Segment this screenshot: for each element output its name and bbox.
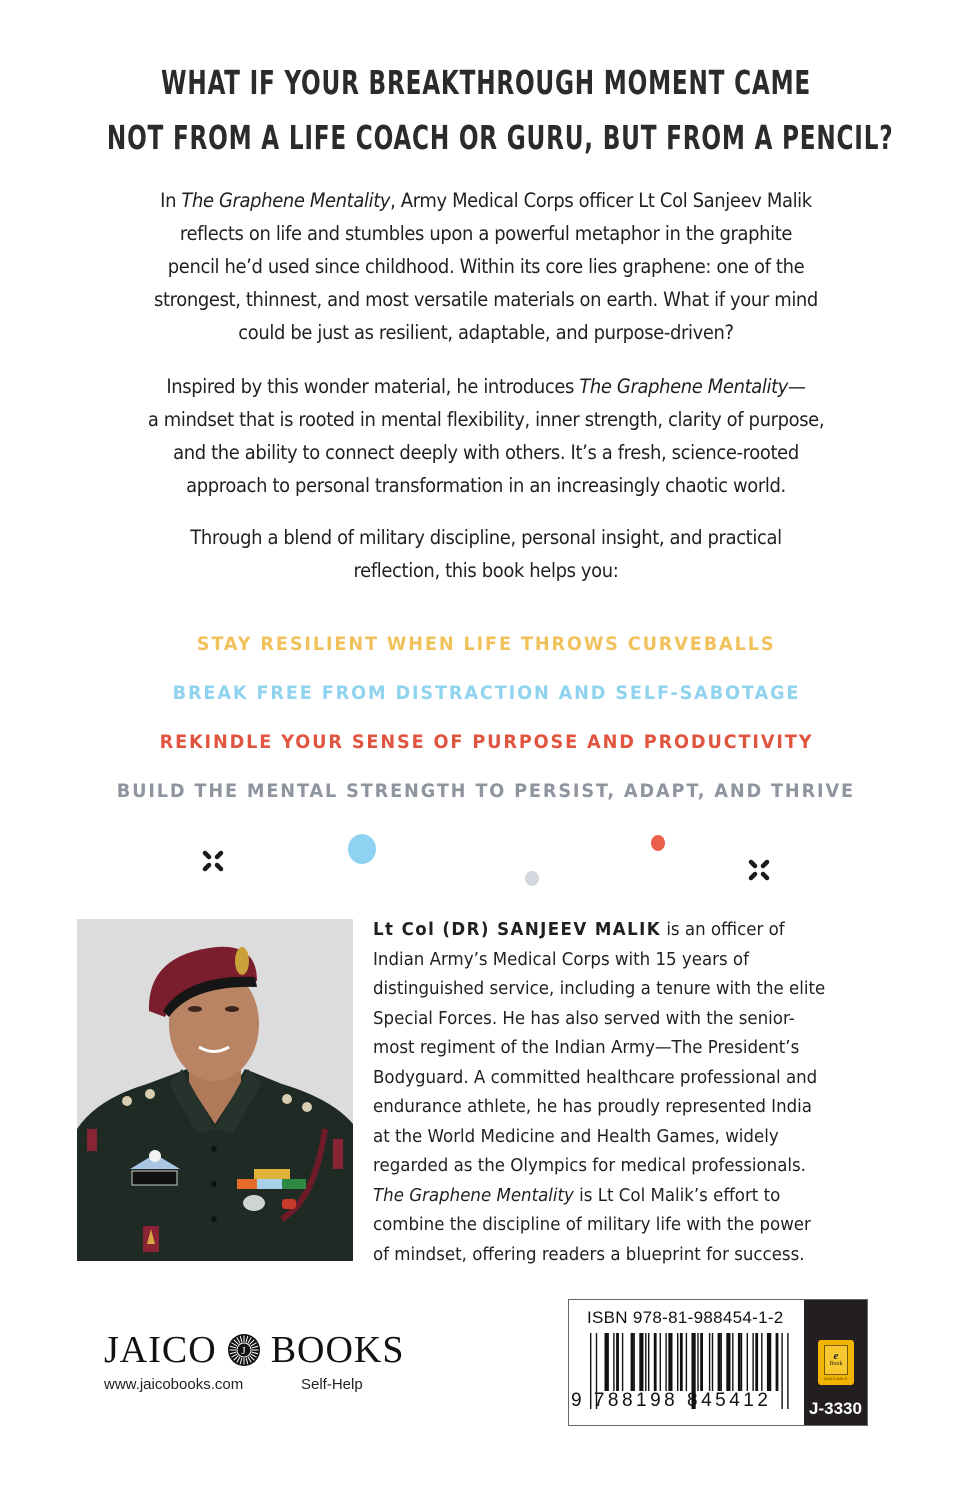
publisher-code: J-3330: [809, 1399, 862, 1418]
intro-paragraph-3: Through a blend of military discipline, personal insight, and practical reflection, this book helps you:: [190, 526, 782, 582]
headline: [0, 63, 972, 157]
barcode-bar: [680, 1333, 683, 1391]
barcode-bar: [770, 1333, 771, 1391]
barcode-bar: [677, 1333, 678, 1391]
benefit-item: STAY RESILIENT WHEN LIFE THROWS CURVEBALLS: [196, 633, 776, 655]
jaico-wheel-icon: [227, 1333, 261, 1367]
barcode-bar: [622, 1333, 623, 1391]
publisher-logo: JAICO J BOOKS: [104, 1329, 405, 1371]
barcode-digits: 9 788198 845412: [571, 1390, 772, 1411]
barcode-bar: [654, 1333, 657, 1391]
author-name: Lt Col (DR) SANJEEV MALIK: [373, 920, 662, 940]
intro-paragraph-1: In The Graphene Mentality, Army Medical Corps officer Lt Col Sanjeev Malik reflects on life and stumbles upon a powerful metaphor in the graphite pencil he’d used since childhood. Within its core lies graphene: one of the strongest, thinnest, and most versatile materials on earth. What if your mind could be just as resilient, adaptable, and purpose-driven?: [154, 189, 818, 344]
barcode-bar: [726, 1333, 730, 1391]
barcode-bar: [776, 1333, 779, 1391]
book-title: The Graphene Mentality: [579, 375, 789, 398]
red-dot-decoration: [651, 835, 665, 851]
barcode-bar: [607, 1333, 608, 1391]
benefit-item: BUILD THE MENTAL STRENGTH TO PERSIST, ADAPT, AND THRIVE: [116, 780, 856, 802]
barcode-bar: [732, 1333, 733, 1391]
barcode-bar: [665, 1333, 666, 1391]
barcode-bar: [781, 1333, 782, 1409]
barcode-bar: [712, 1333, 713, 1391]
barcode-bar: [718, 1333, 721, 1391]
barcode-bar: [660, 1333, 661, 1391]
intro-paragraph-2: Inspired by this wonder material, he introduces The Graphene Mentality— a mindset that is rooted in mental flexibility, inner strength, clarity of purpose, and the ability to connect deeply with others. It’s a fresh, science-rooted approach to personal transformation in an increasingly chaotic world.: [147, 375, 825, 497]
barcode-bar: [741, 1333, 742, 1391]
benefit-item: REKINDLE YOUR SENSE OF PURPOSE AND PRODUCTIVITY: [159, 731, 813, 753]
barcode-bar: [700, 1333, 703, 1391]
author-photo: [77, 919, 353, 1261]
publisher-website[interactable]: www.jaicobooks.com: [104, 1376, 244, 1393]
author-bio: Lt Col (DR) SANJEEV MALIK is an officer of Indian Army’s Medical Corps with 15 years of distinguished service, including a tenure with the elite Special Forces. He has also served with the senior- most regiment of the Indian Army—The President’s Bodyguard. A committed healthcare professional and endurance athlete, he has proudly represented India at the World Medicine and Health Games, widely regarded as the Olympics for medical professionals. The Graphene Mentality is Lt Col Malik’s effort to combine the discipline of military life with the power of mindset, offering readers a blueprint for success.: [373, 920, 826, 1265]
author-portrait-illustration: [77, 919, 353, 1261]
book-title: The Graphene Mentality: [181, 189, 391, 212]
headline-line-1: WHAT IF YOUR BREAKTHROUGH MOMENT CAME: [160, 63, 812, 102]
headline-line-2: NOT FROM A LIFE COACH OR GURU, BUT FROM A PENCIL?: [106, 118, 894, 157]
barcode-bar: [697, 1333, 698, 1391]
barcode-bar: [755, 1333, 758, 1391]
publisher-block: [104, 1330, 405, 1393]
barcode-bar: [613, 1333, 614, 1391]
barcode-bar: [648, 1333, 649, 1391]
blue-dot-decoration: [348, 834, 376, 864]
barcode-bar: [752, 1333, 753, 1391]
x-mark-icon: [200, 848, 226, 874]
benefits-list: [0, 628, 972, 824]
ebook-available-icon: e Book AVAILABLE: [818, 1340, 854, 1385]
isbn-barcode-box: [568, 1299, 868, 1426]
barcode-bar: [747, 1333, 748, 1391]
barcode-bar: [738, 1333, 741, 1391]
book-title: The Graphene Mentality: [373, 1185, 574, 1206]
barcode-bar: [631, 1333, 634, 1391]
isbn-label: ISBN 978-81-988454-1-2: [587, 1308, 784, 1327]
barcode-bar: [787, 1333, 788, 1409]
barcode-bar: [709, 1333, 710, 1391]
barcode-bar: [634, 1333, 635, 1391]
x-mark-icon: [746, 857, 772, 883]
grey-dot-decoration: [525, 871, 539, 886]
svg-text:J: J: [241, 1345, 247, 1357]
barcode-bar: [668, 1333, 672, 1391]
barcode-bar: [686, 1333, 687, 1391]
barcode-bar: [761, 1333, 762, 1391]
benefit-item: BREAK FREE FROM DISTRACTION AND SELF-SABOTAGE: [172, 682, 800, 704]
barcode-bar: [721, 1333, 722, 1391]
book-category: Self-Help: [301, 1376, 363, 1393]
barcode-bar: [616, 1333, 619, 1391]
barcode-bar: [639, 1333, 643, 1391]
barcode-bar: [645, 1333, 646, 1391]
